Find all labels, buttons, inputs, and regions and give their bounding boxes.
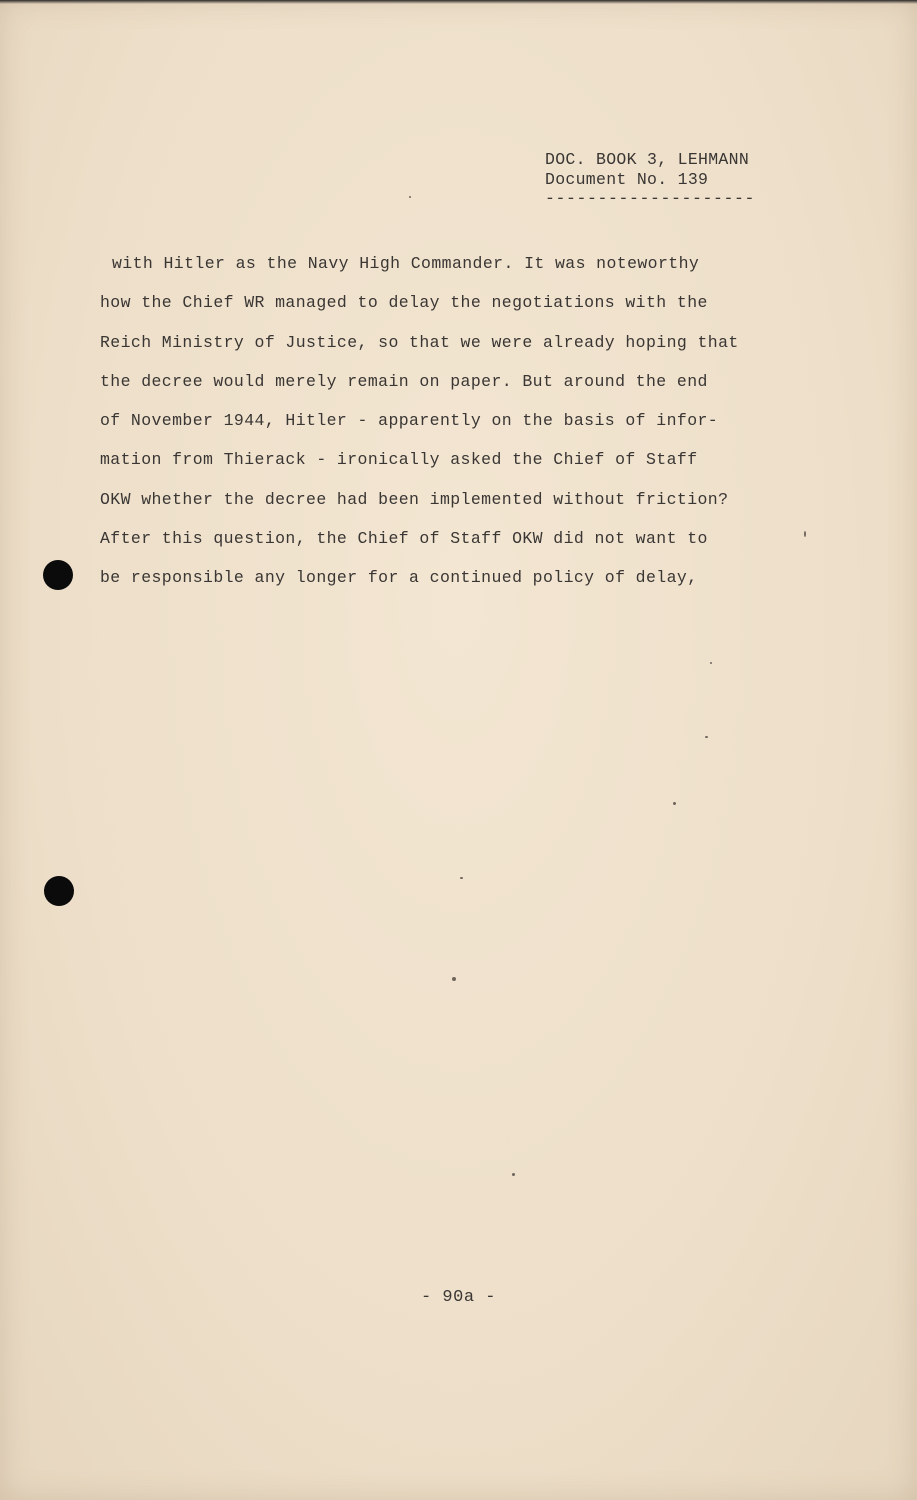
paper-speck xyxy=(452,977,456,981)
punch-hole-upper xyxy=(43,560,73,590)
body-line-5: of November 1944, Hitler - apparently on the basis of infor- xyxy=(100,411,719,431)
paper-speck xyxy=(512,1173,515,1176)
paper-speck xyxy=(710,662,712,664)
body-line-7: OKW whether the decree had been implemented without friction? xyxy=(100,489,729,509)
body-line-4: the decree would merely remain on paper. But around the end xyxy=(100,371,708,391)
paper-speck xyxy=(409,196,411,198)
header-underline: -------------------- xyxy=(545,189,756,208)
document-header xyxy=(545,150,795,208)
body-line-1: with Hitler as the Navy High Commander. It was noteworthy xyxy=(112,254,700,273)
paper-speck xyxy=(705,736,708,738)
paper-speck xyxy=(804,531,806,537)
page-number: - 90a - xyxy=(421,1288,496,1307)
body-line-2: how the Chief WR managed to delay the negotiations with the xyxy=(100,293,708,313)
body-line-9: be responsible any longer for a continued policy of delay, xyxy=(100,568,698,588)
body-line-6: mation from Thierack - ironically asked the Chief of Staff xyxy=(100,450,698,470)
punch-hole-lower xyxy=(44,876,74,906)
scan-top-edge xyxy=(0,0,917,4)
doc-book-reference: DOC. BOOK 3, LEHMANN xyxy=(545,150,750,169)
document-number: Document No. 139 xyxy=(545,170,709,189)
body-line-8: After this question, the Chief of Staff OKW did not want to xyxy=(100,529,708,549)
body-line-3: Reich Ministry of Justice, so that we were already hoping that xyxy=(100,332,739,352)
paper-speck xyxy=(673,802,676,805)
paper-speck xyxy=(460,877,463,879)
body-text xyxy=(100,244,820,598)
